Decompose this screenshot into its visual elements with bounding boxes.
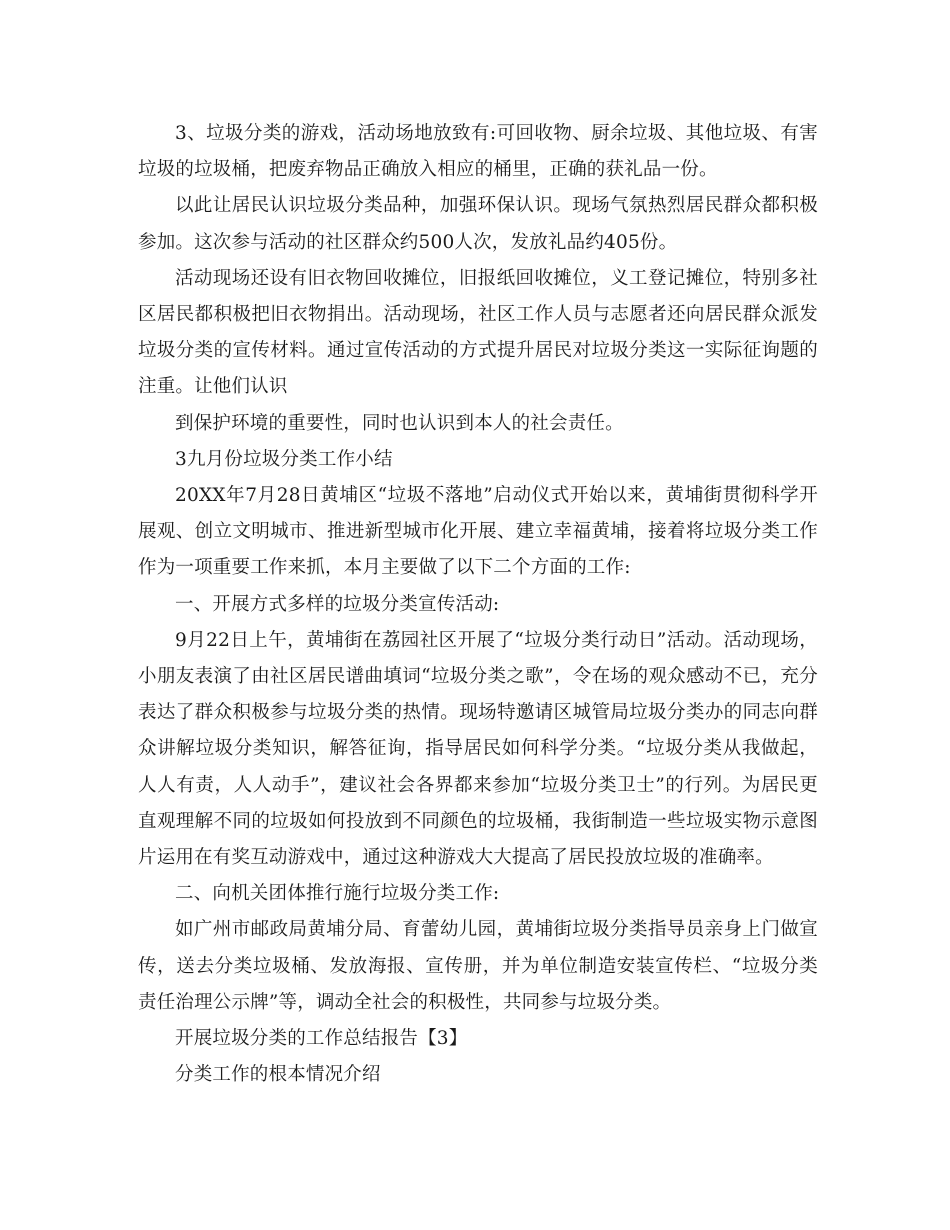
paragraph-post-office: 如广州市邮政局黄埔分局、育蕾幼儿园，黄埔街垃圾分类指导员亲身上门做宣传，送去分类垃圾桶、发放海报、宣传册，并为单位制造安装宣传栏、“垃圾分类责任治理公示牌”等，调动全社会的积极性，共同参与垃圾分类。 (138, 919, 818, 1013)
paragraph-game: 3、垃圾分类的游戏，活动场地放致有:可回收物、厨余垃圾、其他垃圾、有害垃圾的垃圾桶，把废弃物品正确放入相应的桶里，正确的获礼品一份。 (138, 123, 818, 181)
subheading-publicity: 一、开展方式多样的垃圾分类宣传活动: (175, 593, 500, 615)
section-heading-report-3: 开展垃圾分类的工作总结报告【3】 (175, 1028, 468, 1050)
paragraph-recycling-booths: 活动现场还设有旧衣物回收摊位，旧报纸回收摊位，义工登记摊位，特别多社区居民都积极把旧衣物捐出。活动现场，社区工作人员与志愿者还向居民群众派发垃圾分类的宣传材料。通过宣传活动的方式提升居民对垃圾分类这一实际征询题的注重。让他们认识 (138, 267, 818, 398)
paragraph-awareness: 以此让居民认识垃圾分类品种，加强环保认识。现场气氛热烈居民群众都积极参加。这次参与活动的社区群众约500人次，发放礼品约405份。 (138, 195, 818, 253)
document-body (138, 116, 818, 1093)
paragraph-launch: 20XX年7月28日黄埔区“垃圾不落地”启动仪式开始以来，黄埔街贯彻科学开展观、创立文明城市、推进新型城市化开展、建立幸福黄埔，接着将垃圾分类工作作为一项重要工作来抓，本月主要做了以下二个方面的工作: (138, 485, 818, 579)
section-heading-september-summary: 3九月份垃圾分类工作小结 (175, 448, 393, 470)
subheading-basic-situation: 分类工作的根本情况介绍 (175, 1064, 381, 1086)
paragraph-action-day: 9月22日上午，黄埔街在荔园社区开展了“垃圾分类行动日”活动。活动现场，小朋友表演了由社区居民谱曲填词“垃圾分类之歌”，令在场的观众感动不已，充分表达了群众积极参与垃圾分类的热情。现场特邀请区城管局垃圾分类办的同志向群众讲解垃圾分类知识，解答征询，指导居民如何科学分类。“垃圾分类从我做起，人人有责，人人动手”，建议社会各界都来参加“垃圾分类卫士”的行列。为居民更直观理解不同的垃圾如何投放到不同颜色的垃圾桶，我街制造一些垃圾实物示意图片运用在有奖互动游戏中，通过这种游戏大大提高了居民投放垃圾的准确率。 (138, 629, 818, 869)
subheading-institutions: 二、向机关团体推行施行垃圾分类工作: (175, 883, 500, 905)
paragraph-responsibility: 到保护环境的重要性，同时也认识到本人的社会责任。 (175, 412, 624, 434)
